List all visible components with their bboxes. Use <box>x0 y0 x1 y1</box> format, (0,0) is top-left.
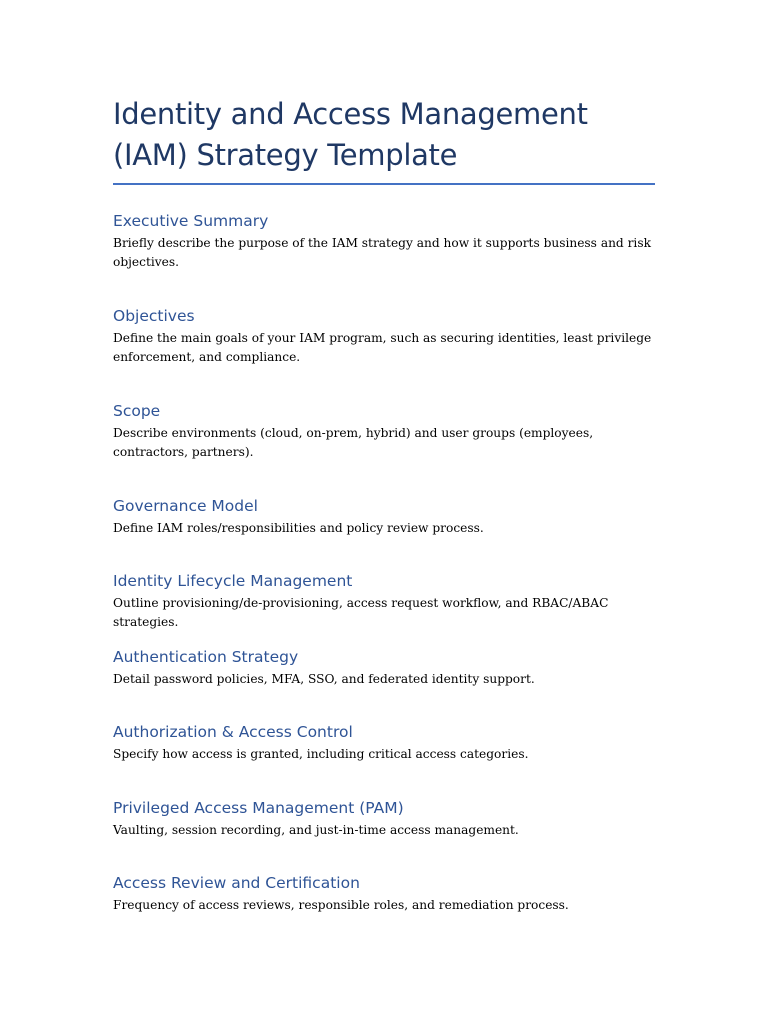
document-title: Identity and Access Management (IAM) Strategy Template <box>113 97 588 172</box>
section-body: Briefly describe the purpose of the IAM strategy and how it supports business and risk objectives. <box>113 236 651 269</box>
section-heading: Objectives <box>113 307 195 325</box>
section-authorization-access-control <box>113 722 658 764</box>
section-body: Describe environments (cloud, on-prem, hybrid) and user groups (employees, contractors, partners). <box>113 426 594 459</box>
section-body: Specify how access is granted, including critical access categories. <box>113 747 529 761</box>
section-access-review-certification <box>113 873 658 915</box>
section-body: Define IAM roles/responsibilities and policy review process. <box>113 521 484 535</box>
section-identity-lifecycle-management <box>113 571 658 632</box>
document-page <box>113 94 658 912</box>
section-governance-model <box>113 496 658 538</box>
section-heading: Scope <box>113 402 161 420</box>
section-objectives <box>113 306 658 367</box>
section-body: Frequency of access reviews, responsible roles, and remediation process. <box>113 898 569 912</box>
section-privileged-access-management <box>113 798 658 840</box>
section-executive-summary <box>113 211 658 272</box>
section-heading: Privileged Access Management (PAM) <box>113 799 404 817</box>
section-scope <box>113 401 658 462</box>
section-heading: Authentication Strategy <box>113 648 299 666</box>
section-heading: Access Review and Certification <box>113 874 360 892</box>
section-body: Vaulting, session recording, and just-in-time access management. <box>113 823 519 837</box>
section-heading: Executive Summary <box>113 212 269 230</box>
title-underline-rule <box>113 183 655 185</box>
section-body: Detail password policies, MFA, SSO, and federated identity support. <box>113 672 535 686</box>
section-authentication-strategy <box>113 647 658 689</box>
section-heading: Identity Lifecycle Management <box>113 572 353 590</box>
section-heading: Governance Model <box>113 497 258 515</box>
section-body: Define the main goals of your IAM program, such as securing identities, least privilege enforcement, and compliance. <box>113 331 652 364</box>
section-heading: Authorization & Access Control <box>113 723 353 741</box>
section-body: Outline provisioning/de-provisioning, access request workflow, and RBAC/ABAC strategies. <box>113 596 609 629</box>
